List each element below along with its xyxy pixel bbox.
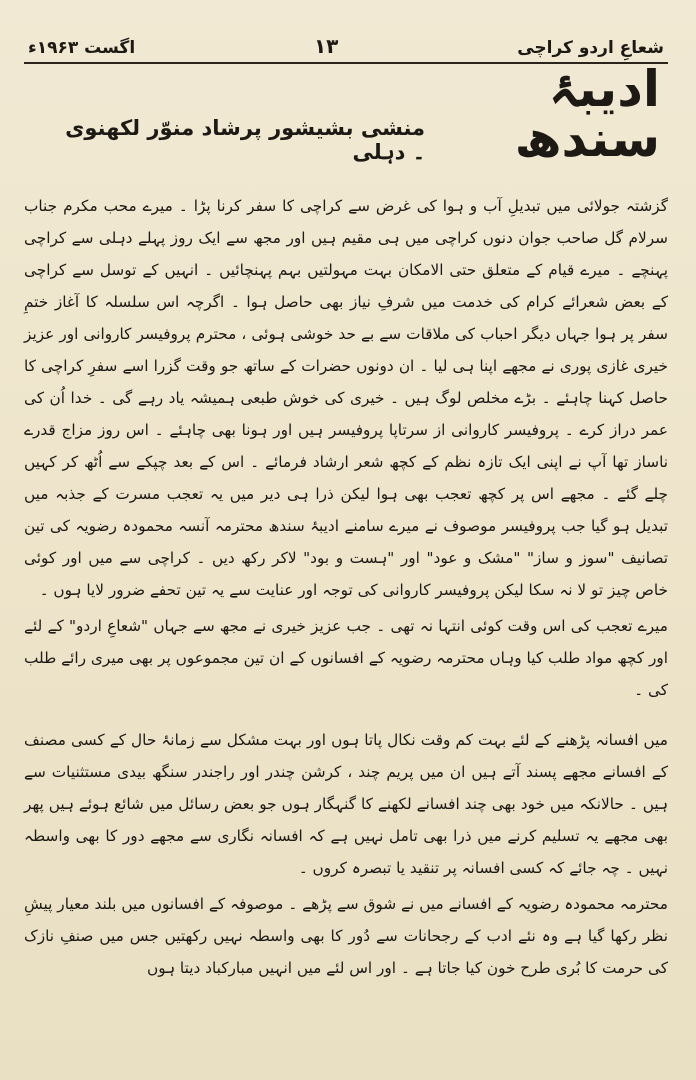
issue-date: اگست ۱۹۶۳ء (28, 38, 136, 58)
article-title: ادیبۂ سندھ (514, 60, 660, 168)
paragraph-3: میں افسانہ پڑھنے کے لئے بہت کم وقت نکال پاتا ہوں اور بہت مشکل سے زمانۂ حال کے کسی مصنف کے افسانے مجھے پسند آتے ہیں ان میں پریم چند ، کرشن چندر اور راجندر سنگھ بیدی مستثنیات سے ہیں ۔ حالانکہ میں خود بھی چند افسانے لکھنے کا گنہگار ہوں جو بعض رسائل میں شائع ہوئے ہیں پھر بھی مجھے یہ تسلیم کرنے میں ذرا بھی تامل نہیں ہے کہ افسانہ نگاری سے مجھے دور کا بھی واسطہ نہیں ۔ چہ جائے کہ کسی افسانہ پر تنقید یا تبصرہ کروں ۔ (24, 731, 668, 877)
paragraph-4: محترمہ محمودہ رضویہ کے افسانے میں نے شوق سے پڑھے ۔ موصوفہ کے افسانوں میں بلند معیار پیشِ نظر رکھا گیا ہے وہ نئے ادب کے رجحانات سے دُور کا بھی واسطہ نہیں رکھتیں جس میں صنفِ نازک کی حرمت کا بُری طرح خون کیا جاتا ہے ۔ اور اس لئے میں انہیں مبارکباد دیتا ہوں (24, 895, 668, 977)
paragraph-2: میرے تعجب کی اس وقت کوئی انتہا نہ تھی ۔ جب عزیز خیری نے مجھ سے جہاں "شعاعِ اردو" کے لئے اور کچھ مواد طلب کیا وہاں محترمہ رضویہ کے افسانوں کے ان تین مجموعوں پر بھی میری رائے طلب کی ۔ (24, 617, 668, 699)
page-number: ۱۳ (313, 34, 339, 58)
article-body (24, 190, 668, 984)
article-heading (24, 60, 668, 168)
article-author: منشی بشیشور پرشاد منوّر لکھنوی ۔ دہلی (65, 116, 426, 164)
running-header (24, 18, 668, 64)
paragraph-1: گزشتہ جولائی میں تبدیلِ آب و ہوا کی غرض سے کراچی کا سفر کرنا پڑا ۔ میرے محب مکرم جناب سرلام گل صاحب جوان دنوں کراچی میں ہی مقیم ہیں اور مجھ سے ایک روز پہلے دہلی سے کراچی پہنچے ۔ میرے قیام کے متعلق حتی الامکان بہت مہولتیں بہم پہنچائیں ۔ انہیں کے توسل سے کراچی کے بعض شعرائے کرام کی خدمت میں شرفِ نیاز بھی حاصل ہوا ۔ اگرچہ اس سلسلہ کا آغاز ختمِ سفر پر ہوا جہاں دیگر احباب کی ملاقات سے بے حد خوشی ہوئی ، محترم پروفیسر کاروانی اور عزیز خیری غازی پوری نے مجھے اپنا ہی لیا ۔ ان دونوں حضرات کے ساتھ جو وقت گزرا اسے سفرِ کراچی کا حاصل کہنا چاہئے ۔ بڑے مخلص لوگ ہیں ۔ خیری کی خوش طبعی ہمیشہ یاد رہے گی ۔ خدا اُن کی عمر دراز کرے ۔ پروفیسر کاروانی از سرتاپا پروفیسر ہیں اور ہونا بھی چاہئے ۔ اس روز مزاج قدرے ناساز تھا آپ نے اپنی ایک تازہ نظم کے کچھ شعر ارشاد فرمائے ۔ اس کے بعد چپکے سے اُٹھ کر کہیں چلے گئے ۔ مجھے اس پر کچھ تعجب بھی ہوا لیکن ذرا ہی دیر میں یہ تعجب مسرت کے جذبہ میں تبدیل ہو گیا جب پروفیسر موصوف نے میرے سامنے ادیبۂ سندھ محترمہ آنسہ محمودہ رضویہ کی تین تصانیف "سوز و ساز" "مشک و عود" اور "ہست و بود" لاکر رکھ دیں ۔ کراچی سے میں اور کوئی خاص چیز تو لا نہ سکا لیکن پروفیسر کاروانی کی توجہ اور عنایت سے یہ تین تحفے ضرور لایا ہوں ۔ (24, 197, 668, 599)
magazine-name: شعاعِ اردو کراچی (517, 38, 664, 58)
